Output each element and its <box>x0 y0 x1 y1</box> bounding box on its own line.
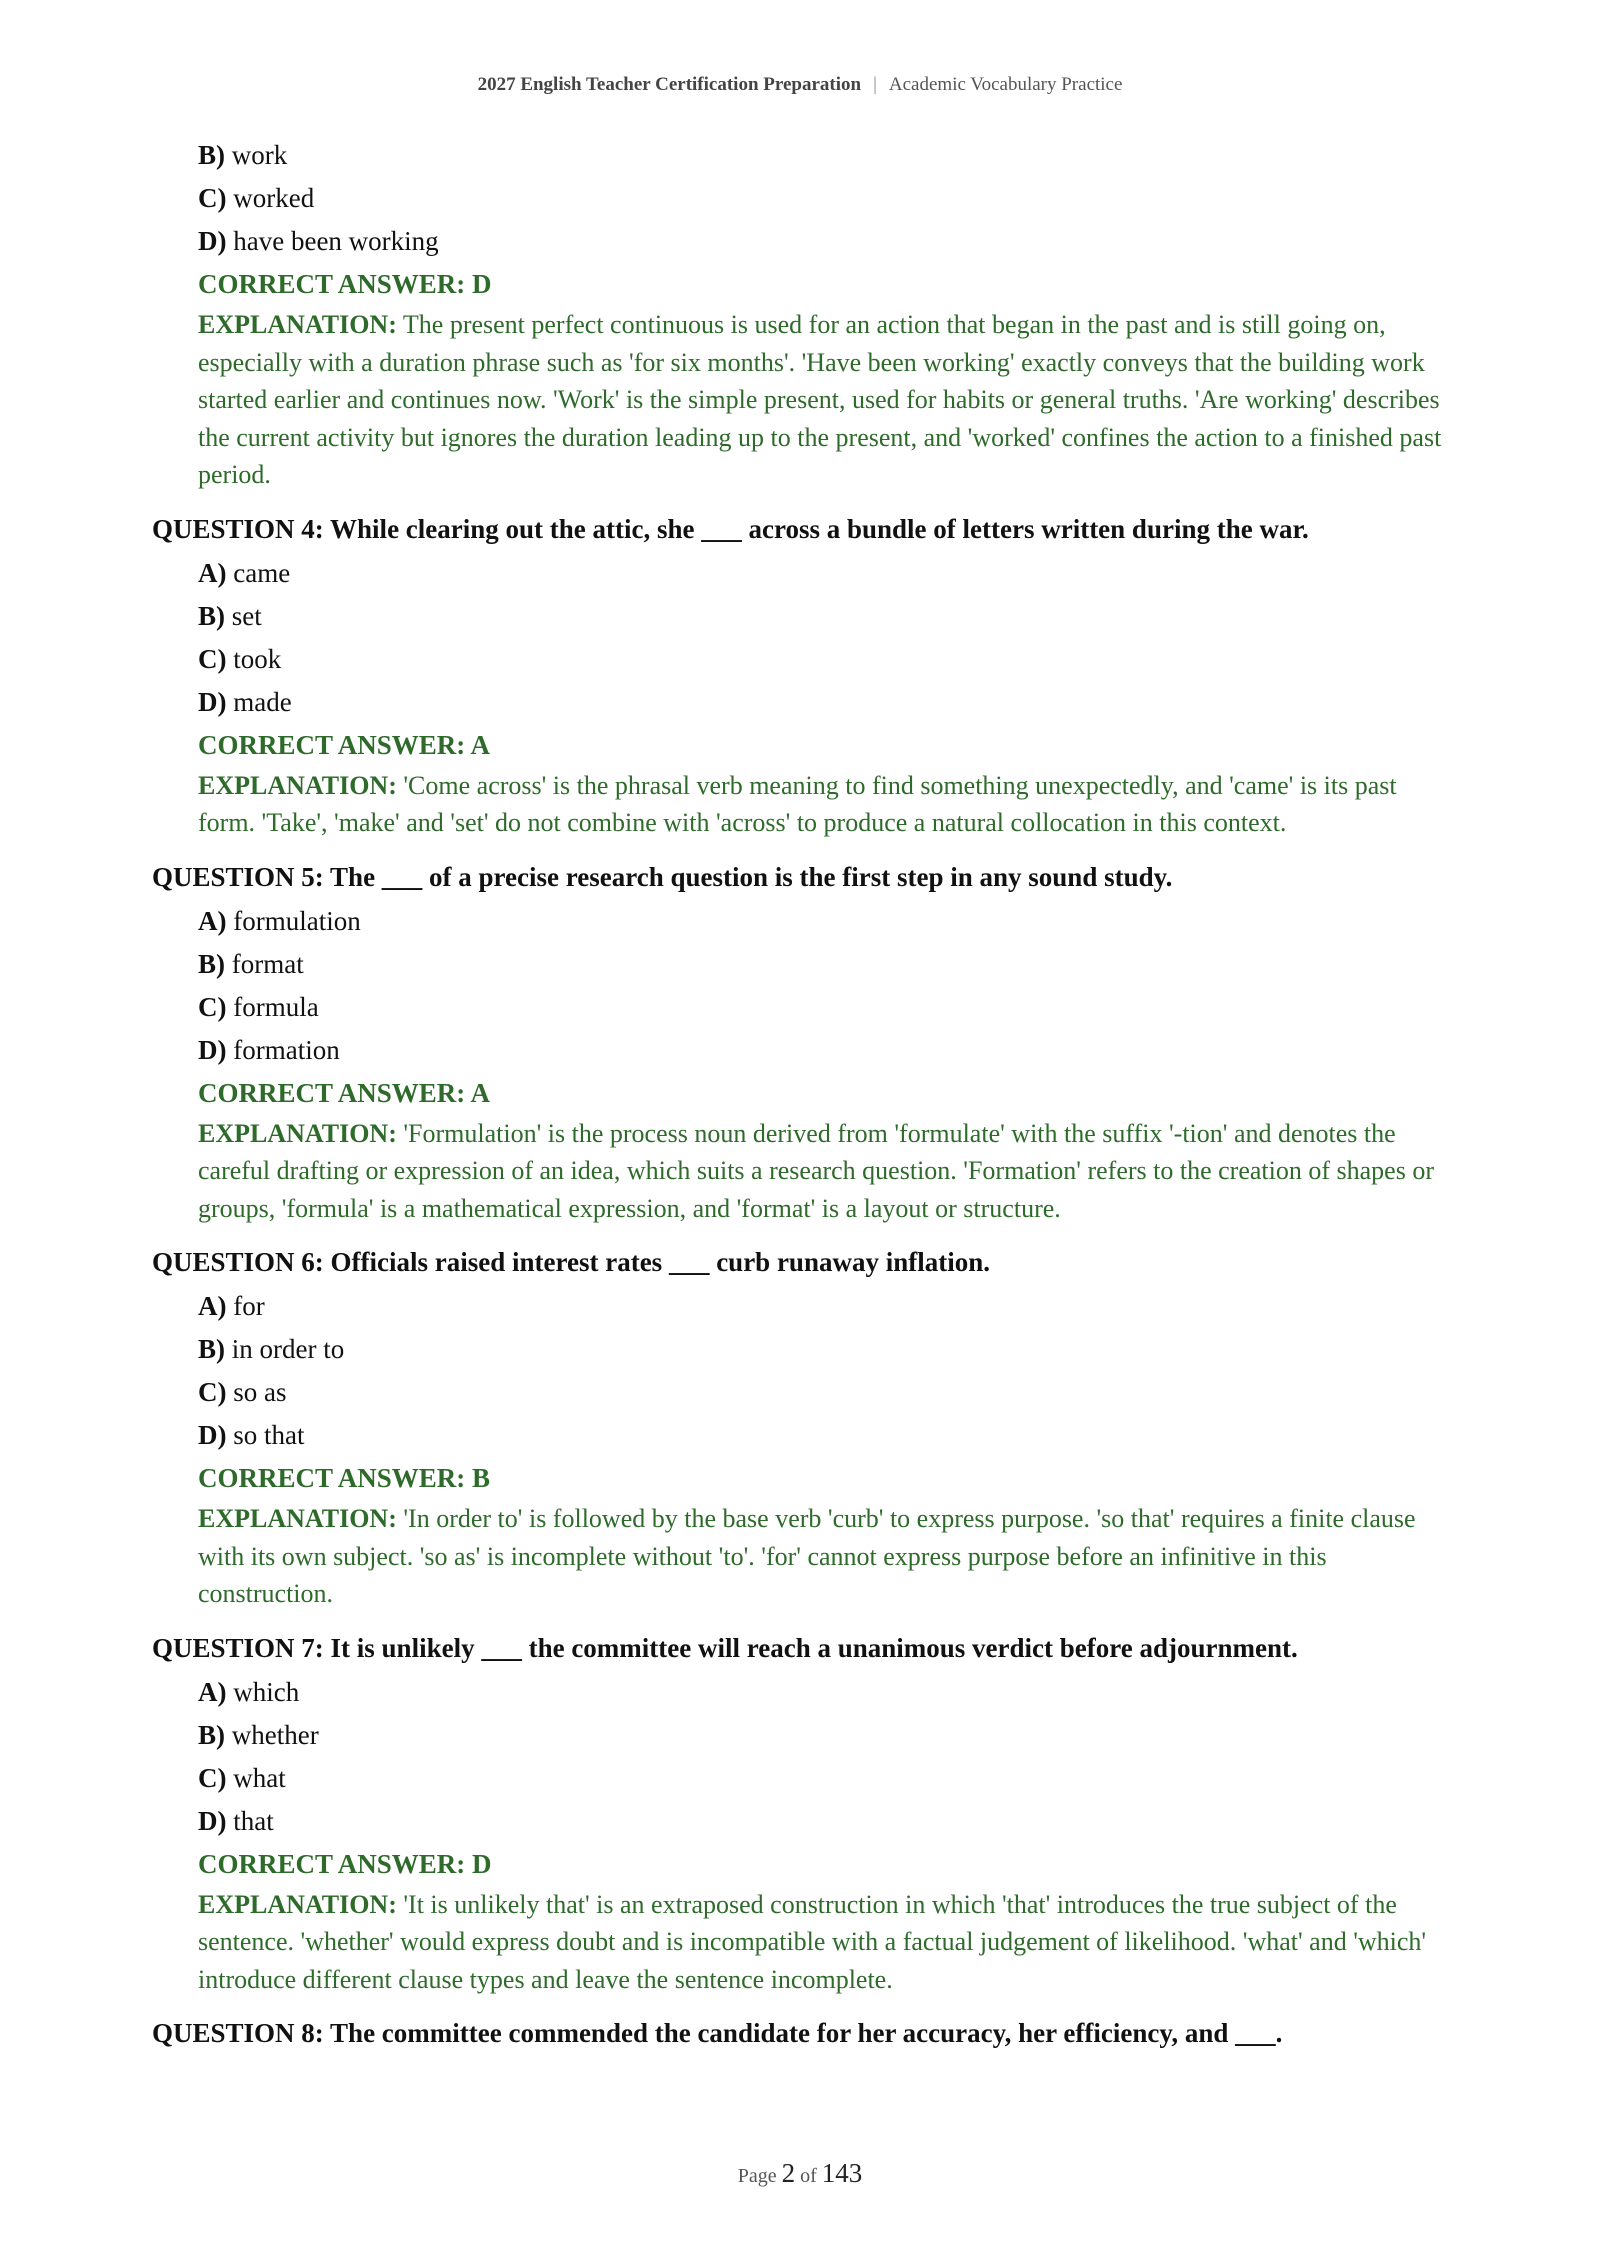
page-footer <box>0 2158 1600 2189</box>
page-word: Page <box>737 2165 777 2187</box>
of-word: of <box>800 2165 817 2187</box>
explanation: EXPLANATION: 'In order to' is followed by the base verb 'curb' to express purpose. 'so that' requires a finite clause with its own subject. 'so as' is incomplete without 'to'. 'for' cannot express purpose before an infinitive in this construction. <box>198 1504 1416 1608</box>
question-block-6 <box>152 1242 1448 1613</box>
page-number: 2 <box>781 2158 796 2188</box>
option-d: D) so that <box>198 1420 305 1450</box>
header-subtitle: Academic Vocabulary Practice <box>888 74 1123 95</box>
page-content <box>152 134 1448 2056</box>
option-a: A) for <box>198 1291 265 1321</box>
total-pages: 143 <box>821 2158 863 2188</box>
header-separator: | <box>873 74 877 95</box>
explanation: EXPLANATION: 'It is unlikely that' is an extraposed construction in which 'that' introduces the true subject of the sentence. 'whether' would express doubt and is incompatible with a factual judgement of likelihood. 'what' and 'which' introduce different clause types and leave the sentence incomplete. <box>198 1889 1427 1994</box>
option-c: C) formula <box>198 991 319 1022</box>
question-heading: QUESTION 8: The committee commended the candidate for her accuracy, her efficiency, and ___. <box>152 2018 1283 2048</box>
option-a: A) formulation <box>198 905 361 936</box>
option-d: D) have been working <box>198 226 439 256</box>
option-b: B) set <box>198 600 262 631</box>
option-c: C) worked <box>198 183 315 213</box>
explanation: EXPLANATION: The present perfect continuous is used for an action that began in the past and is still going on, especially with a duration phrase such as 'for six months'. 'Have been working' exactly conveys that the building work started earlier and continues now. 'Work' is the simple present, used for habits or general truths. 'Are working' describes the current activity but ignores the duration leading up to the present, and 'worked' confines the action to a finished past period. <box>198 310 1442 489</box>
question-heading: QUESTION 6: Officials raised interest rates ___ curb runaway inflation. <box>152 1247 990 1277</box>
option-c: C) what <box>198 1762 286 1793</box>
option-b: B) in order to <box>198 1334 345 1364</box>
question-block-4 <box>152 509 1448 842</box>
page-header <box>0 74 1600 96</box>
option-a: A) which <box>198 1676 300 1707</box>
correct-answer: CORRECT ANSWER: B <box>198 1463 491 1493</box>
question-heading: QUESTION 7: It is unlikely ___ the committee will reach a unanimous verdict before adjournment. <box>152 1632 1298 1663</box>
option-b: B) format <box>198 948 304 979</box>
explanation: EXPLANATION: 'Formulation' is the process noun derived from 'formulate' with the suffix '-tion' and denotes the careful drafting or expression of an idea, which suits a research question. 'Formation' refers to the creation of shapes or groups, 'formula' is a mathematical expression, and 'format' is a layout or structure. <box>198 1118 1435 1223</box>
question-heading: QUESTION 5: The ___ of a precise research question is the first step in any sound study. <box>152 861 1173 892</box>
question-block-8 <box>152 2013 1448 2053</box>
option-d: D) that <box>198 1805 274 1836</box>
option-c: C) so as <box>198 1377 287 1407</box>
question-heading: QUESTION 4: While clearing out the attic, she ___ across a bundle of letters written during the war. <box>152 513 1309 544</box>
correct-answer: CORRECT ANSWER: A <box>198 1077 491 1108</box>
option-a: A) came <box>198 557 291 588</box>
question-block-5 <box>152 857 1448 1228</box>
option-c: C) took <box>198 643 282 674</box>
correct-answer: CORRECT ANSWER: A <box>198 729 491 760</box>
option-b: B) work <box>198 140 288 170</box>
option-d: D) formation <box>198 1034 340 1065</box>
explanation: EXPLANATION: 'Come across' is the phrasal verb meaning to find something unexpectedly, and 'came' is its past form. 'Take', 'make' and 'set' do not combine with 'across' to produce a natural collocation in this context. <box>198 770 1397 837</box>
header-title: 2027 English Teacher Certification Preparation <box>477 74 862 95</box>
option-b: B) whether <box>198 1719 319 1750</box>
correct-answer: CORRECT ANSWER: D <box>198 1848 492 1879</box>
question-block-7 <box>152 1628 1448 1999</box>
question-3-continuation <box>152 134 1448 494</box>
option-d: D) made <box>198 686 292 717</box>
correct-answer: CORRECT ANSWER: D <box>198 269 492 299</box>
